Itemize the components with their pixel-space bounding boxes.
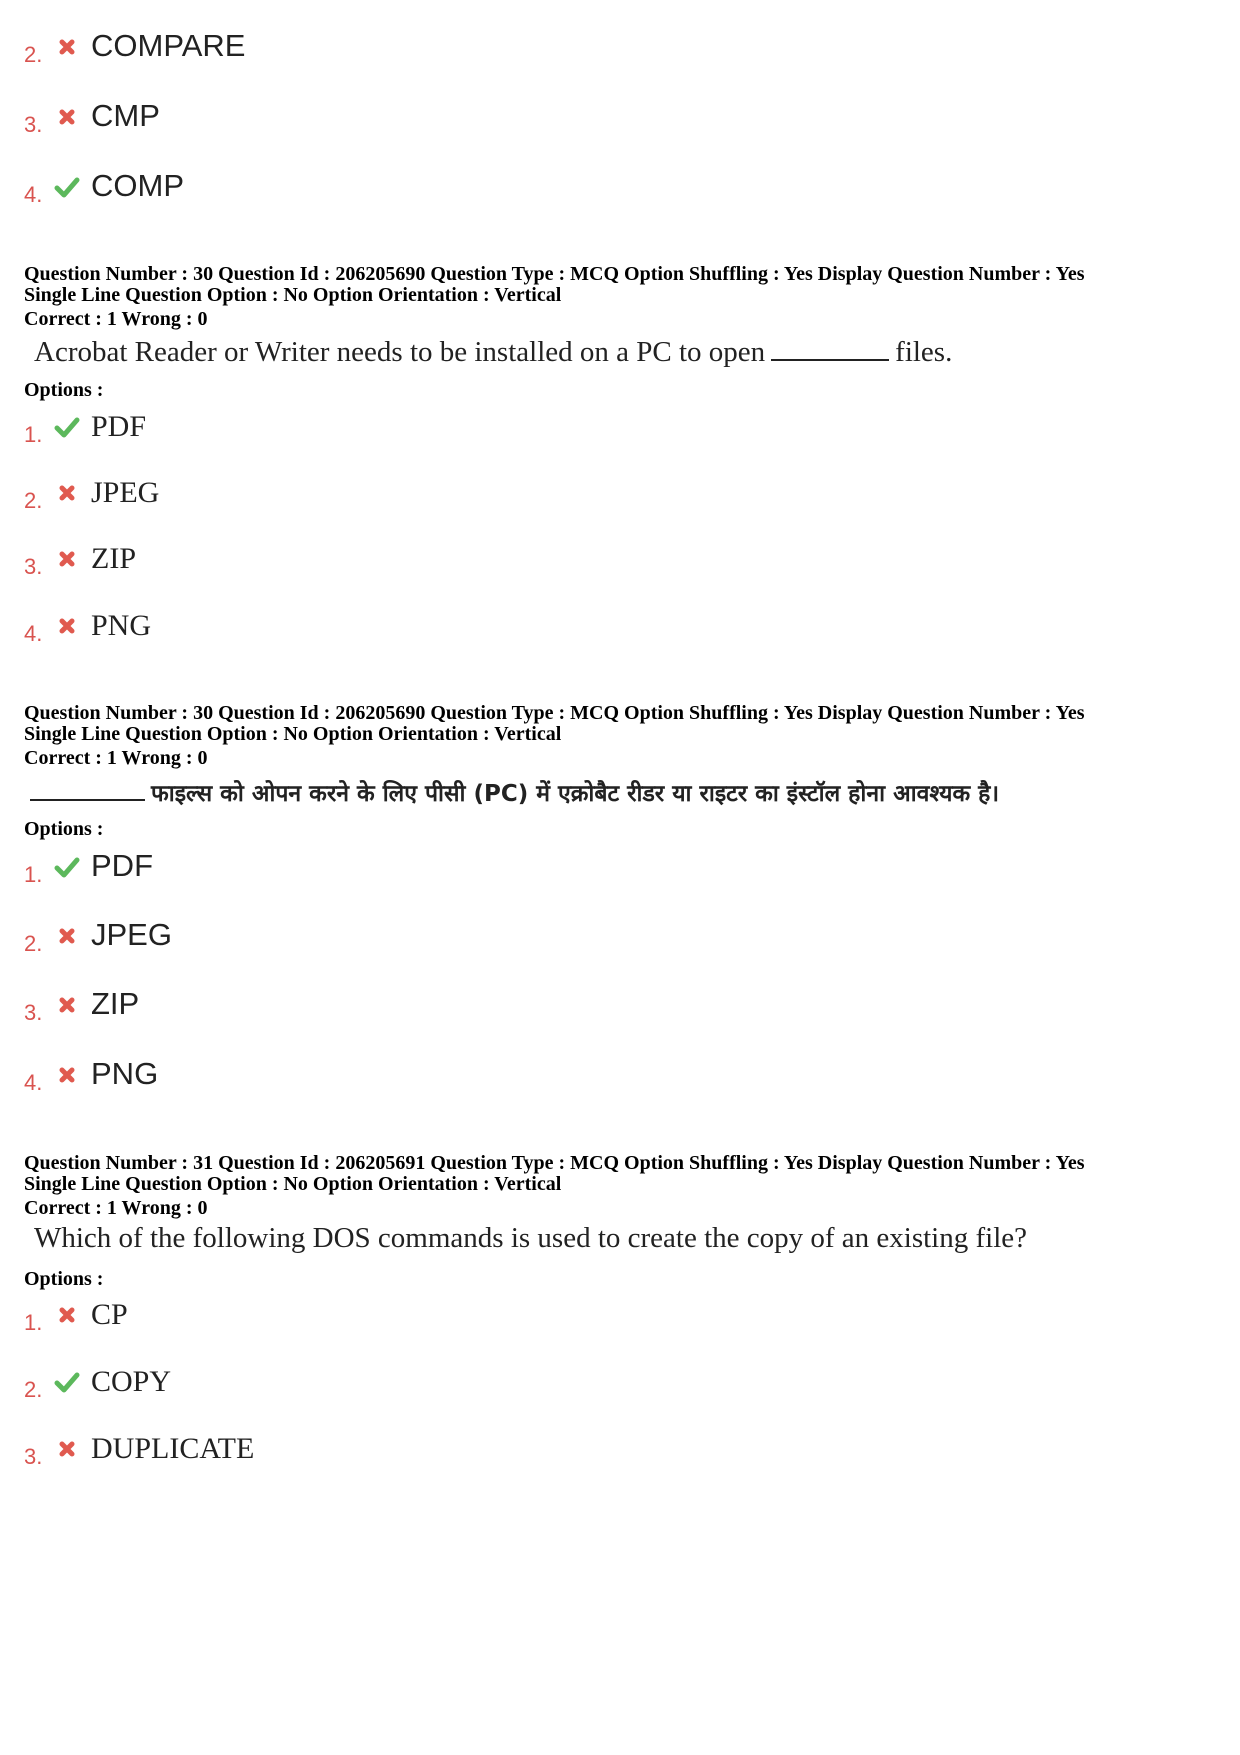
option-number: 2. — [24, 1377, 43, 1402]
question-meta — [24, 1153, 1084, 1195]
question-text-after: files. — [895, 336, 953, 368]
option-text: JPEG — [91, 917, 172, 952]
cross-icon — [54, 1062, 80, 1088]
cross-icon — [54, 613, 80, 639]
question-meta-line1: Question Number : 30 Question Id : 206205690 Question Type : MCQ Option Shuffling : Yes Display Question Number : Yes — [24, 263, 1085, 285]
cross-icon — [54, 1302, 80, 1328]
question-marks: Correct : 1 Wrong : 0 — [24, 308, 208, 330]
cross-icon — [54, 546, 80, 572]
question-marks: Correct : 1 Wrong : 0 — [24, 747, 208, 769]
option-number: 2. — [24, 42, 43, 67]
option-text: CMP — [91, 98, 160, 133]
question-meta — [24, 703, 1084, 745]
option-number: 3. — [24, 1000, 43, 1025]
cross-icon — [54, 923, 80, 949]
option-number: 3. — [24, 1444, 43, 1469]
cross-icon — [54, 104, 80, 130]
option-number: 2. — [24, 488, 43, 513]
option-text: DUPLICATE — [91, 1432, 255, 1465]
option-text: ZIP — [91, 986, 140, 1021]
question-marks: Correct : 1 Wrong : 0 — [24, 1197, 208, 1219]
question-meta-line2: Single Line Question Option : No Option Orientation : Vertical — [24, 1173, 562, 1195]
option-text: COPY — [91, 1365, 172, 1398]
option-text: JPEG — [91, 476, 160, 509]
option-number: 3. — [24, 112, 43, 137]
question-text — [34, 333, 952, 369]
check-icon — [54, 174, 80, 200]
question-text: Which of the following DOS commands is used to create the copy of an existing file? — [34, 1222, 1027, 1254]
question-text-after: फाइल्स को ओपन करने के लिए पीसी (PC) में एक्रोबैट रीडर या राइटर का इंस्टॉल होना आवश्यक है। — [151, 781, 1000, 807]
option-number: 3. — [24, 554, 43, 579]
option-text: PNG — [91, 609, 152, 642]
cross-icon — [54, 992, 80, 1018]
option-number: 1. — [24, 862, 43, 887]
question-meta-line2: Single Line Question Option : No Option Orientation : Vertical — [24, 723, 562, 745]
answer-blank — [771, 333, 889, 361]
option-text: PDF — [91, 848, 153, 883]
option-number: 1. — [24, 422, 43, 447]
option-number: 4. — [24, 621, 43, 646]
check-icon — [54, 854, 80, 880]
option-number: 4. — [24, 182, 43, 207]
cross-icon — [54, 480, 80, 506]
check-icon — [54, 414, 80, 440]
check-icon — [54, 1369, 80, 1395]
question-text-before: Acrobat Reader or Writer needs to be installed on a PC to open — [34, 336, 766, 368]
answer-blank — [30, 773, 145, 801]
option-number: 2. — [24, 931, 43, 956]
question-meta-line1: Question Number : 31 Question Id : 206205691 Question Type : MCQ Option Shuffling : Yes Display Question Number : Yes — [24, 1152, 1085, 1174]
option-text: COMP — [91, 168, 184, 203]
options-label: Options : — [24, 1268, 104, 1290]
question-meta-line2: Single Line Question Option : No Option Orientation : Vertical — [24, 284, 562, 306]
cross-icon — [54, 1436, 80, 1462]
question-meta — [24, 264, 1084, 306]
option-text: ZIP — [91, 542, 136, 575]
question-meta-line1: Question Number : 30 Question Id : 206205690 Question Type : MCQ Option Shuffling : Yes Display Question Number : Yes — [24, 702, 1085, 724]
option-text: CP — [91, 1298, 128, 1331]
options-label: Options : — [24, 818, 104, 840]
option-text: COMPARE — [91, 28, 246, 63]
option-number: 1. — [24, 1310, 43, 1335]
question-text — [30, 773, 999, 808]
option-number: 4. — [24, 1070, 43, 1095]
option-text: PDF — [91, 410, 147, 443]
options-label: Options : — [24, 379, 104, 401]
cross-icon — [54, 34, 80, 60]
option-text: PNG — [91, 1056, 159, 1091]
